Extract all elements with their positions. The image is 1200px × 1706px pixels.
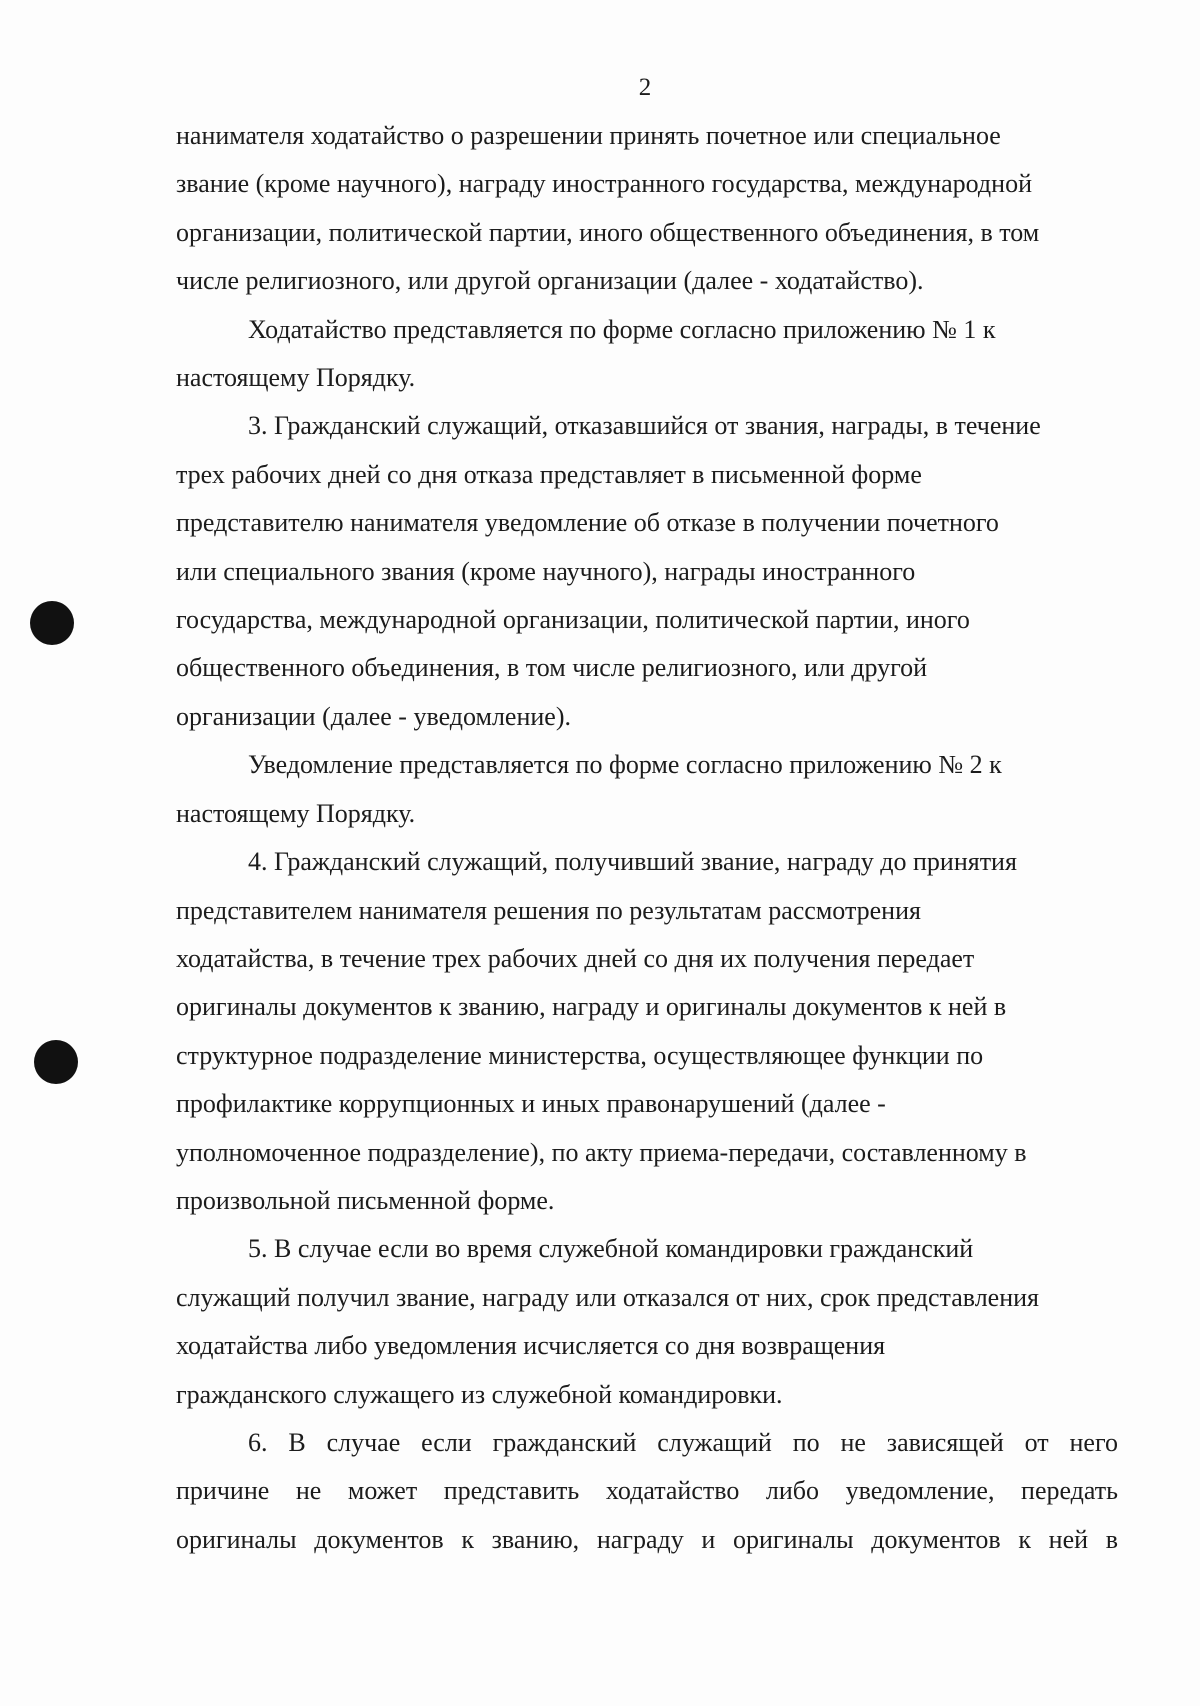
text-line: организации (далее - уведомление).: [176, 701, 572, 731]
text-line: настоящему Порядку.: [176, 798, 416, 828]
text-line: оригиналы документов к званию, награду и оригиналы документов к ней в: [176, 1524, 1118, 1554]
text-line: настоящему Порядку.: [176, 363, 416, 393]
document-body: [176, 112, 1118, 1564]
paragraph: [176, 112, 1118, 306]
text-line: звание (кроме научного), награду иностранного государства, международной: [176, 169, 1032, 199]
text-line: произвольной письменной форме.: [176, 1185, 555, 1215]
text-line: 5. В случае если во время служебной командировки гражданский: [248, 1234, 974, 1264]
text-line: трех рабочих дней со дня отказа представляет в письменной форме: [176, 459, 922, 489]
text-line: оригиналы документов к званию, награду и оригиналы документов к ней в: [176, 992, 1007, 1022]
paragraph: [176, 402, 1118, 741]
paragraph: [176, 838, 1118, 1225]
text-line: Уведомление представляется по форме согласно приложению № 2 к: [248, 750, 1002, 780]
text-line: представителем нанимателя решения по результатам рассмотрения: [176, 895, 921, 925]
text-line: числе религиозного, или другой организации (далее - ходатайство).: [176, 266, 924, 296]
text-line: структурное подразделение министерства, осуществляющее функции по: [176, 1040, 984, 1070]
text-line: нанимателя ходатайство о разрешении принять почетное или специальное: [176, 121, 1001, 150]
punch-hole: [34, 1040, 78, 1084]
text-line: 3. Гражданский служащий, отказавшийся от звания, награды, в течение: [248, 411, 1041, 441]
paragraph: [176, 1225, 1118, 1419]
text-line: организации, политической партии, иного общественного объединения, в том: [176, 217, 1040, 247]
punch-hole: [30, 601, 74, 645]
page-number: 2: [638, 74, 652, 101]
text-line: представителю нанимателя уведомление об отказе в получении почетного: [176, 508, 999, 538]
text-line: 4. Гражданский служащий, получивший звание, награду до принятия: [248, 847, 1017, 877]
text-line: 6. В случае если гражданский служащий по не зависящей от него: [248, 1427, 1118, 1457]
text-line: общественного объединения, в том числе религиозного, или другой: [176, 653, 928, 683]
paragraph: [176, 741, 1118, 838]
text-line: профилактике коррупционных и иных правонарушений (далее -: [176, 1089, 886, 1119]
text-line: ходатайства либо уведомления исчисляется со дня возвращения: [176, 1331, 886, 1361]
text-line: служащий получил звание, награду или отказался от них, срок представления: [176, 1282, 1040, 1312]
text-line: причине не может представить ходатайство либо уведомление, передать: [176, 1476, 1118, 1506]
text-line: ходатайства, в течение трех рабочих дней со дня их получения передает: [176, 943, 975, 973]
text-line: государства, международной организации, политической партии, иного: [176, 605, 970, 635]
paragraph: [176, 306, 1118, 403]
text-line: уполномоченное подразделение), по акту приема-передачи, составленному в: [176, 1137, 1027, 1167]
paragraph: [176, 1419, 1118, 1564]
text-line: Ходатайство представляется по форме согласно приложению № 1 к: [248, 314, 996, 344]
text-line: или специального звания (кроме научного), награды иностранного: [176, 556, 916, 586]
text-line: гражданского служащего из служебной командировки.: [176, 1379, 783, 1409]
